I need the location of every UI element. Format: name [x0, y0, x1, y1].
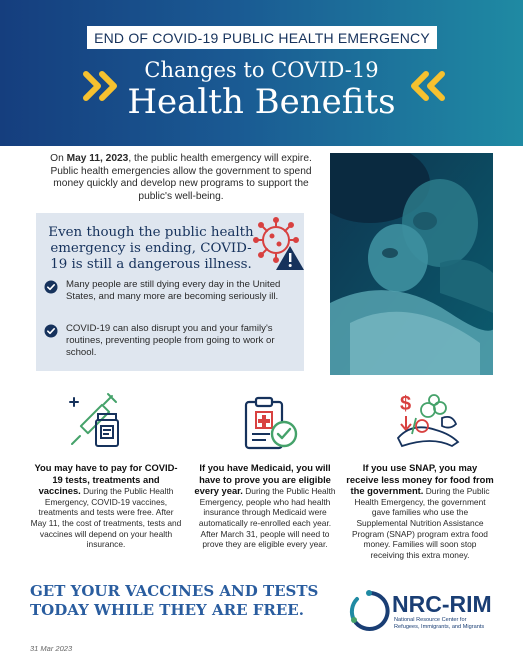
medical-clipboard-icon: [240, 392, 300, 452]
benefit-body: During the Public Health Emergency, COVID-19 vaccines, treatments and tests were free. After May 11, the cost of treatments, tests and vaccines will depend on your health insurance.: [30, 486, 182, 550]
family-photo: [330, 153, 493, 375]
logo-tagline-line-1: National Resource Center for: [394, 617, 467, 623]
cta-line-1: GET YOUR VACCINES AND TESTS: [30, 582, 319, 600]
logo-tagline-line-2: Refugees, Immigrants, and Migrants: [394, 624, 485, 630]
benefit-column-snap: [346, 462, 494, 560]
syringe-vaccine-icon: [64, 392, 132, 452]
logo-tagline: [394, 617, 484, 631]
check-circle-icon: [44, 324, 58, 338]
nrc-rim-logo-icon: [348, 590, 390, 632]
intro-body: , the public health emergency will expire. Public health emergencies allow the government to spend money quickly and develop new programs to support the public's well-being.: [50, 153, 312, 202]
intro-paragraph: [36, 153, 326, 203]
benefit-lead: You may have to pay for COVID-19 tests, treatments and vaccines.: [34, 462, 178, 497]
header-subtitle: Changes to COVID-19: [144, 58, 379, 82]
cta-line-2: TODAY WHILE THEY ARE FREE.: [30, 601, 304, 619]
check-circle-icon: [44, 280, 58, 294]
virus-warning-icon: [252, 216, 308, 272]
footer-date: 31 Mar 2023: [30, 644, 73, 653]
benefit-lead: If you use SNAP, you may receive less money for food from the government.: [346, 462, 494, 497]
intro-date: May 11, 2023: [66, 153, 129, 164]
money-groceries-icon: [392, 388, 462, 450]
benefit-lead: If you have Medicaid, you will have to prove you are eligible every year.: [194, 462, 331, 497]
warning-bullet: [44, 323, 294, 359]
call-to-action: [30, 582, 330, 620]
warning-title: Even though the public health emergency is ending, COVID-19 is still a dangerous illness.: [48, 225, 254, 272]
benefit-column-vaccines: [30, 462, 182, 550]
logo-name: NRC-RIM: [392, 591, 492, 617]
header-banner-area: [0, 0, 523, 146]
intro-prefix: On: [50, 153, 67, 164]
header-banner: END OF COVID-19 PUBLIC HEALTH EMERGENCY: [87, 26, 437, 49]
benefit-body: During the Public Health Emergency, the government gave families who use the Supplemental Nutrition Assistance Program (SNAP) program extra food money. Families will soon stop receiving this extra money.: [352, 486, 490, 560]
warning-bullet-text: COVID-19 can also disrupt you and your family's routines, preventing people from going to work or school.: [66, 323, 275, 358]
svg-text:$: $: [400, 393, 412, 415]
warning-bullet-text: Many people are still dying every day in the United States, and many more are becoming seriously ill.: [66, 279, 281, 302]
warning-bullet: [44, 279, 294, 303]
benefit-body: During the Public Health Emergency, people who had health insurance through Medicaid were automatically re-enrolled each year. After March 31, people will need to prove they are eligible every year.: [198, 486, 336, 550]
page-title: Health Benefits: [127, 82, 396, 122]
benefit-column-medicaid: [192, 462, 338, 550]
